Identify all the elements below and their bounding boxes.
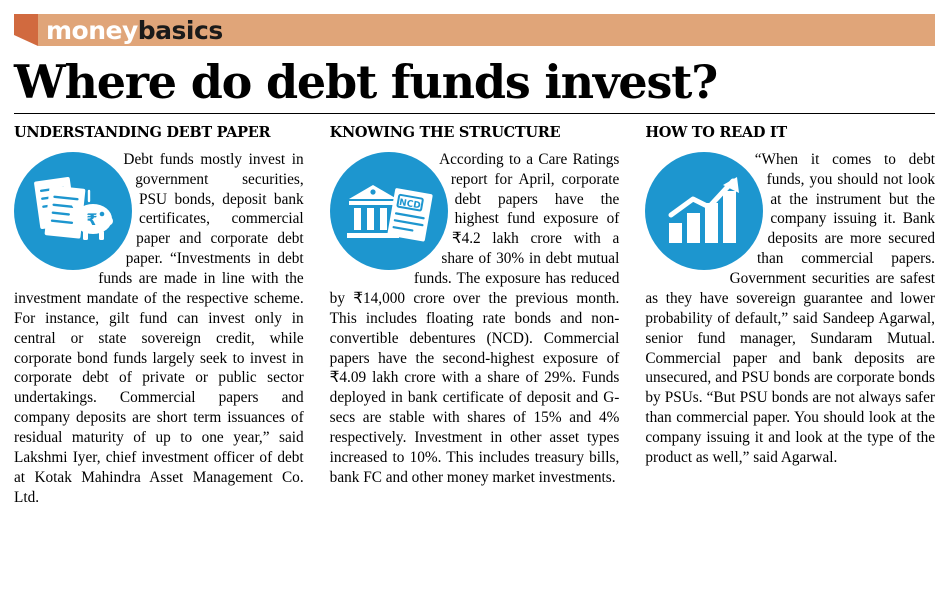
column-heading: HOW TO READ IT [645, 123, 787, 141]
masthead-bar [38, 14, 935, 46]
masthead-triangle-mark [14, 14, 38, 46]
column-heading: UNDERSTANDING DEBT PAPER [14, 123, 271, 141]
svg-text:₹: ₹ [86, 209, 98, 229]
article-columns [14, 124, 935, 508]
masthead-word-one: money [46, 15, 138, 45]
column-heading: KNOWING THE STRUCTURE [329, 123, 561, 141]
masthead-title [46, 15, 223, 45]
ncd-label: NCD [397, 197, 421, 212]
column-how-to-read-it [645, 124, 935, 508]
page-title: Where do debt funds invest? [14, 55, 717, 109]
documents-piggy-bank-icon [14, 152, 132, 270]
column-body: Debt funds mostly invest in government securities, PSU bonds, deposit bank certificates, commercial paper and corporate debt paper. “Investments in debt funds are made in line with the investment mandate of the respective scheme. For instance, gilt fund can invest only in central or state sovereign credit, while corporate bond funds largely seek to invest in corporate debt of private or public sector undertakings. Commercial papers and company deposits are short term issuances of residual maturity of up to one year,” said Lakshmi Iyer, chief investment officer of debt at Kotak Mahindra Asset Management Co. Ltd. [14, 150, 304, 506]
masthead [14, 14, 935, 46]
growth-bar-chart-arrow-icon [645, 152, 763, 270]
column-body: “When it comes to debt funds, you should not look at the instrument but the company issuing it. Bank deposits are more secured than commercial papers. Government securities are safest as they have sovereign guarantee and lower probability of default,” said Sandeep Agarwal, senior fund manager, Sundaram Mutual. Commercial paper and bank deposits are unsecured, and PSU bonds are corporate bonds by PSUs. “But PSU bonds are not always safer than commercial paper. You should look at the company issuing it and look at the type of the product as well,” said Agarwal. [645, 150, 936, 466]
article-page [0, 14, 949, 591]
headline-divider [14, 113, 935, 114]
column-understanding-debt-paper [14, 124, 304, 508]
bank-ncd-document-icon [330, 152, 448, 270]
column-knowing-the-structure [330, 124, 620, 508]
masthead-word-two: basics [137, 15, 223, 45]
column-body: According to a Care Ratings report for April, corporate debt papers have the highest fund exposure of ₹4.2 lakh crore with a share of 30% in debt mutual funds. The exposure has reduced by ₹14,000 crore over the previous month. This includes floating rate bonds and non-convertible debentures (NCD). Commercial papers have the second-highest exposure of ₹4.09 lakh crore with a share of 29%. Funds deployed in bank certificate of deposit and G-secs are stable with shares of 15% and 4% respectively. Investment in other asset types increased to 10%. This includes treasury bills, bank FC and other money market investments. [329, 150, 620, 486]
